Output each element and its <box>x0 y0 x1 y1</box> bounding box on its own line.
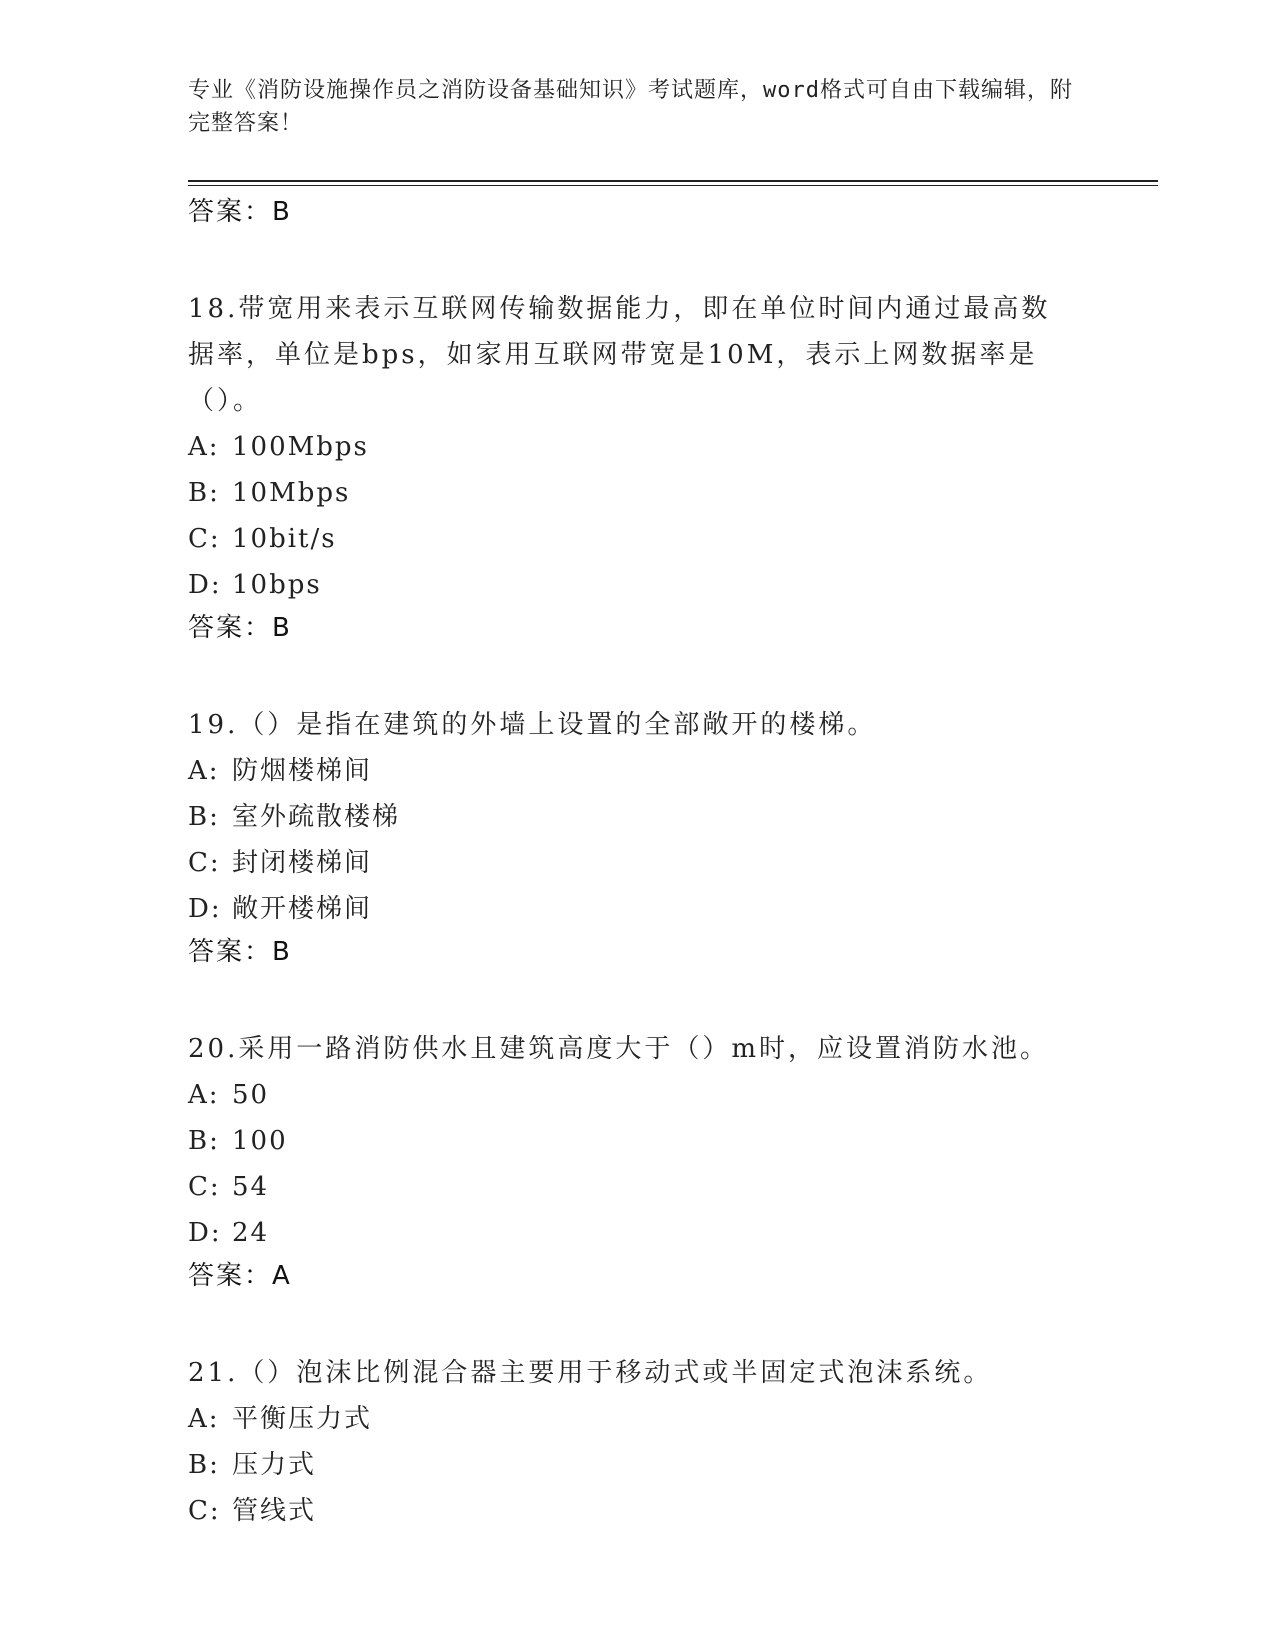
option-a <box>188 1072 1088 1118</box>
option-text: 10bit/s <box>232 524 337 554</box>
option-letter: C: <box>188 848 221 878</box>
question-list <box>188 192 1088 1534</box>
option-letter: B: <box>188 1450 220 1480</box>
option-text: 10bps <box>232 570 322 600</box>
question-text: 19.（）是指在建筑的外墙上设置的全部敞开的楼梯。 <box>188 710 877 740</box>
option-text: 防烟楼梯间 <box>232 756 373 786</box>
option-letter: D: <box>188 570 222 600</box>
option-b <box>188 470 1088 516</box>
option-letter: D: <box>188 1218 222 1248</box>
option-c <box>188 840 1088 886</box>
question-text: 18.带宽用来表示互联网传输数据能力，即在单位时间内通过最高数据率，单位是bps，如家用互联网带宽是10M，表示上网数据率是（）。 <box>188 294 1051 416</box>
option-c <box>188 1488 1088 1534</box>
option-a <box>188 748 1088 794</box>
answer-line: 答案：B <box>188 937 292 967</box>
option-letter: D: <box>188 894 222 924</box>
option-text: 敞开楼梯间 <box>232 894 373 924</box>
option-text: 平衡压力式 <box>232 1404 373 1434</box>
question-20 <box>188 1026 1088 1296</box>
question-21 <box>188 1350 1088 1534</box>
option-c <box>188 516 1088 562</box>
question-text: 21.（）泡沫比例混合器主要用于移动式或半固定式泡沫系统。 <box>188 1358 993 1388</box>
question-18 <box>188 286 1088 648</box>
option-text: 10Mbps <box>232 478 351 508</box>
option-a <box>188 1396 1088 1442</box>
page-header-text: 专业《消防设施操作员之消防设备基础知识》考试题库，word格式可自由下载编辑，附完整答案！ <box>188 78 1073 136</box>
option-c <box>188 1164 1088 1210</box>
option-d <box>188 886 1088 932</box>
option-text: 24 <box>232 1218 270 1248</box>
question-19 <box>188 702 1088 972</box>
answer-line: 答案：B <box>188 197 292 227</box>
option-text: 管线式 <box>232 1496 317 1526</box>
option-text: 50 <box>232 1080 270 1110</box>
option-letter: C: <box>188 1172 221 1202</box>
header-divider-thick <box>188 180 1158 182</box>
option-letter: B: <box>188 478 220 508</box>
option-text: 100 <box>232 1126 288 1156</box>
option-text: 54 <box>232 1172 270 1202</box>
header-divider-thin <box>188 185 1158 186</box>
option-d <box>188 562 1088 608</box>
option-text: 室外疏散楼梯 <box>232 802 401 832</box>
option-letter: A: <box>188 756 220 786</box>
option-b <box>188 1442 1088 1488</box>
answer-line: 答案：A <box>188 1261 292 1291</box>
option-letter: B: <box>188 802 220 832</box>
option-d <box>188 1210 1088 1256</box>
option-b <box>188 794 1088 840</box>
question-text: 20.采用一路消防供水且建筑高度大于（）m时，应设置消防水池。 <box>188 1034 1050 1064</box>
option-letter: A: <box>188 1080 220 1110</box>
option-text: 100Mbps <box>232 432 369 462</box>
option-b <box>188 1118 1088 1164</box>
option-letter: C: <box>188 1496 221 1526</box>
option-letter: A: <box>188 1404 220 1434</box>
option-letter: A: <box>188 432 220 462</box>
option-letter: B: <box>188 1126 220 1156</box>
answer-line: 答案：B <box>188 613 292 643</box>
option-text: 封闭楼梯间 <box>232 848 373 878</box>
option-letter: C: <box>188 524 221 554</box>
option-a <box>188 424 1088 470</box>
option-text: 压力式 <box>232 1450 317 1480</box>
